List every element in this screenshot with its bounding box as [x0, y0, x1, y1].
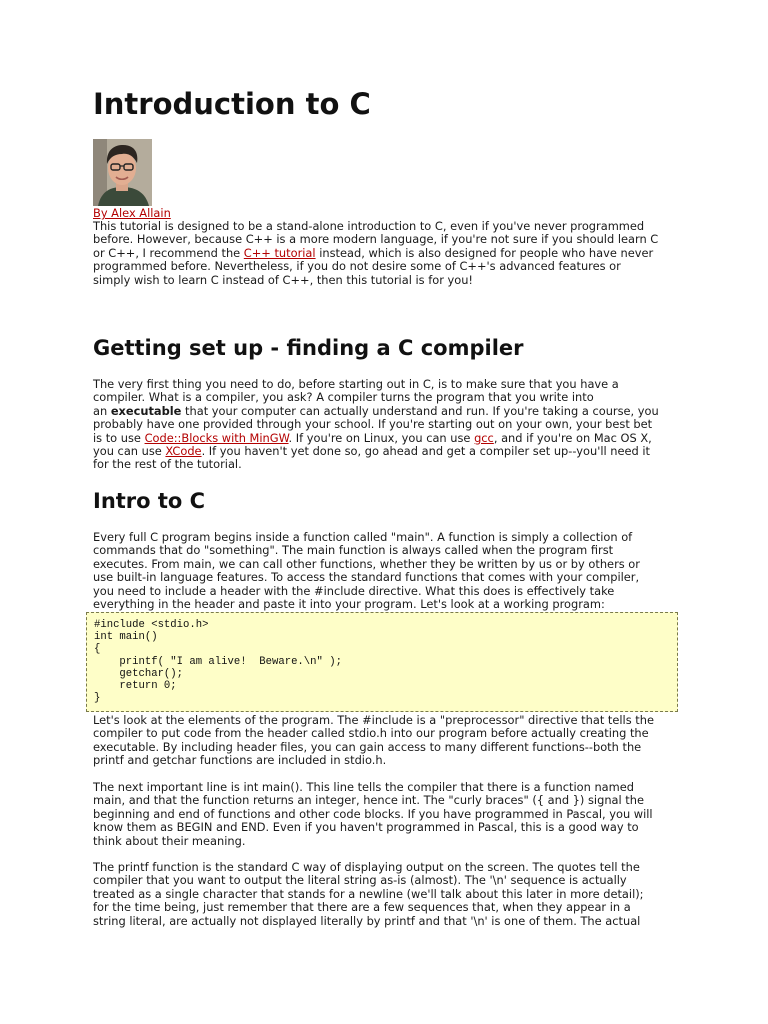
inline-link[interactable]: C++ tutorial [243, 245, 316, 260]
text-line [93, 781, 678, 794]
text-run: use built-in language features. To access the standard functions that comes with your compiler, [93, 570, 640, 585]
text-run: everything in the header and paste it into your program. Let's look at a working program: [93, 597, 605, 612]
text-run: probably have one provided through your school. If you're starting out on your own, your best bet [93, 417, 653, 432]
text-line [93, 445, 678, 458]
intro-c-paragraph [93, 531, 678, 611]
text-line [93, 861, 678, 874]
text-line [93, 233, 678, 246]
text-run: , and if you're on Mac OS X, [493, 430, 652, 445]
text-run: for the time being, just remember that there are a few sequences that, when they appear in a [93, 900, 631, 915]
text-run: . If you haven't yet done so, go ahead and get a compiler set up--you'll need it [201, 444, 651, 459]
inline-link[interactable]: XCode [165, 444, 202, 459]
text-run: programmed before. Nevertheless, if you do not desire some of C++'s advanced features or [93, 259, 621, 274]
text-run: The next important line is int main(). This line tells the compiler that there is a function named [93, 780, 634, 794]
text-line [93, 544, 678, 557]
text-run: The printf function is the standard C way of displaying output on the screen. The quotes tell the [93, 860, 640, 874]
main-function-paragraph [93, 781, 678, 848]
text-run: for the rest of the tutorial. [93, 457, 242, 472]
text-line [93, 915, 678, 928]
code-line: } [94, 692, 101, 705]
text-line [93, 874, 678, 887]
text-run: that your computer can actually understand and run. If you're taking a course, you [181, 403, 659, 418]
text-run: commands that do "something". The main function is always called when the program first [93, 543, 614, 558]
bold-term: executable [110, 403, 182, 418]
text-run: . If you're on Linux, you can use [288, 430, 475, 445]
setup-paragraph [93, 378, 678, 472]
text-run: you can use [93, 444, 166, 459]
printf-paragraph [93, 861, 678, 928]
text-line [93, 558, 678, 571]
text-run: simply wish to learn C instead of C++, then this tutorial is for you! [93, 272, 473, 287]
text-line [93, 598, 678, 611]
text-line [93, 432, 678, 445]
text-run: string literal, are actually not displayed literally by printf and that '\n' is one of them. The actual [93, 913, 641, 928]
text-run: Let's look at the elements of the program. The #include is a "preprocessor" directive that tells the [93, 713, 654, 727]
text-run: or C++, I recommend the [93, 245, 244, 260]
text-run: compiler. What is a compiler, you ask? A compiler turns the program that you write into [93, 390, 594, 405]
text-run: compiler to put code from the header called stdio.h into our program before actually creating the [93, 726, 649, 741]
text-line [93, 260, 678, 273]
text-run: you need to include a header with the #include directive. What this does is effectively take [93, 583, 615, 598]
text-run: compiler that you want to output the literal string as-is (almost). The '\n' sequence is actually [93, 873, 627, 888]
text-line [93, 418, 678, 431]
code-block [86, 612, 678, 712]
text-run: beginning and end of functions and other code blocks. If you have programmed in Pascal, you will [93, 806, 653, 821]
text-line [93, 794, 678, 807]
text-line [93, 378, 678, 391]
text-line [93, 901, 678, 914]
inline-link[interactable]: gcc [474, 430, 494, 445]
code-line: printf( "I am alive! Beware.\n" ); [94, 655, 342, 668]
text-line [93, 741, 678, 754]
code-line: getchar(); [94, 667, 184, 680]
author-photo [93, 139, 152, 206]
text-line [93, 585, 678, 598]
text-run: an [93, 403, 111, 418]
text-run: The very first thing you need to do, before starting out in C, is to make sure that you have a [93, 377, 619, 391]
text-run: main, and that the function returns an integer, hence int. The "curly braces" ({ and }) signal the [93, 793, 644, 808]
section-heading-intro: Intro to C [93, 489, 206, 513]
text-run: printf and getchar functions are included in stdio.h. [93, 753, 387, 768]
text-run: before. However, because C++ is a more modern language, if you're not sure if you should learn C [93, 232, 659, 247]
text-line [93, 714, 678, 727]
text-line [93, 274, 678, 287]
text-line [93, 835, 678, 848]
text-run: think about their meaning. [93, 833, 246, 848]
text-run: executable. By including header files, you can gain access to many different functions--both the [93, 739, 642, 754]
text-line [93, 458, 678, 471]
text-line [93, 727, 678, 740]
text-run: is to use [93, 430, 145, 445]
text-line [93, 821, 678, 834]
text-run: treated as a single character that stands for a newline (we'll talk about this later in more detail); [93, 886, 644, 901]
elements-paragraph [93, 714, 678, 768]
text-run: Every full C program begins inside a function called "main". A function is simply a collection of [93, 530, 633, 544]
code-line: return 0; [94, 680, 177, 693]
text-line [93, 888, 678, 901]
code-line: #include <stdio.h> [94, 619, 209, 631]
text-run: instead, which is also designed for people who have never [315, 245, 654, 260]
text-run: know them as BEGIN and END. Even if you haven't programmed in Pascal, this is a good way to [93, 820, 639, 835]
text-line [93, 247, 678, 260]
text-run: This tutorial is designed to be a stand-alone introduction to C, even if you've never programmed [93, 219, 645, 233]
author-link[interactable]: By Alex Allain [93, 206, 171, 220]
intro-paragraph [93, 220, 678, 287]
section-heading-setup: Getting set up - finding a C compiler [93, 336, 524, 360]
text-line [93, 220, 678, 233]
code-listing [87, 613, 677, 704]
inline-link[interactable]: Code::Blocks with MinGW [144, 430, 289, 445]
code-line: { [94, 643, 101, 656]
text-run: executes. From main, we can call other functions, whether they be written by us or by others or [93, 556, 640, 571]
text-line [93, 391, 678, 404]
code-line: int main() [94, 631, 158, 644]
text-line [93, 405, 678, 418]
text-line [93, 531, 678, 544]
text-line [93, 571, 678, 584]
text-line [93, 754, 678, 767]
page-title: Introduction to C [93, 87, 371, 121]
text-line [93, 808, 678, 821]
